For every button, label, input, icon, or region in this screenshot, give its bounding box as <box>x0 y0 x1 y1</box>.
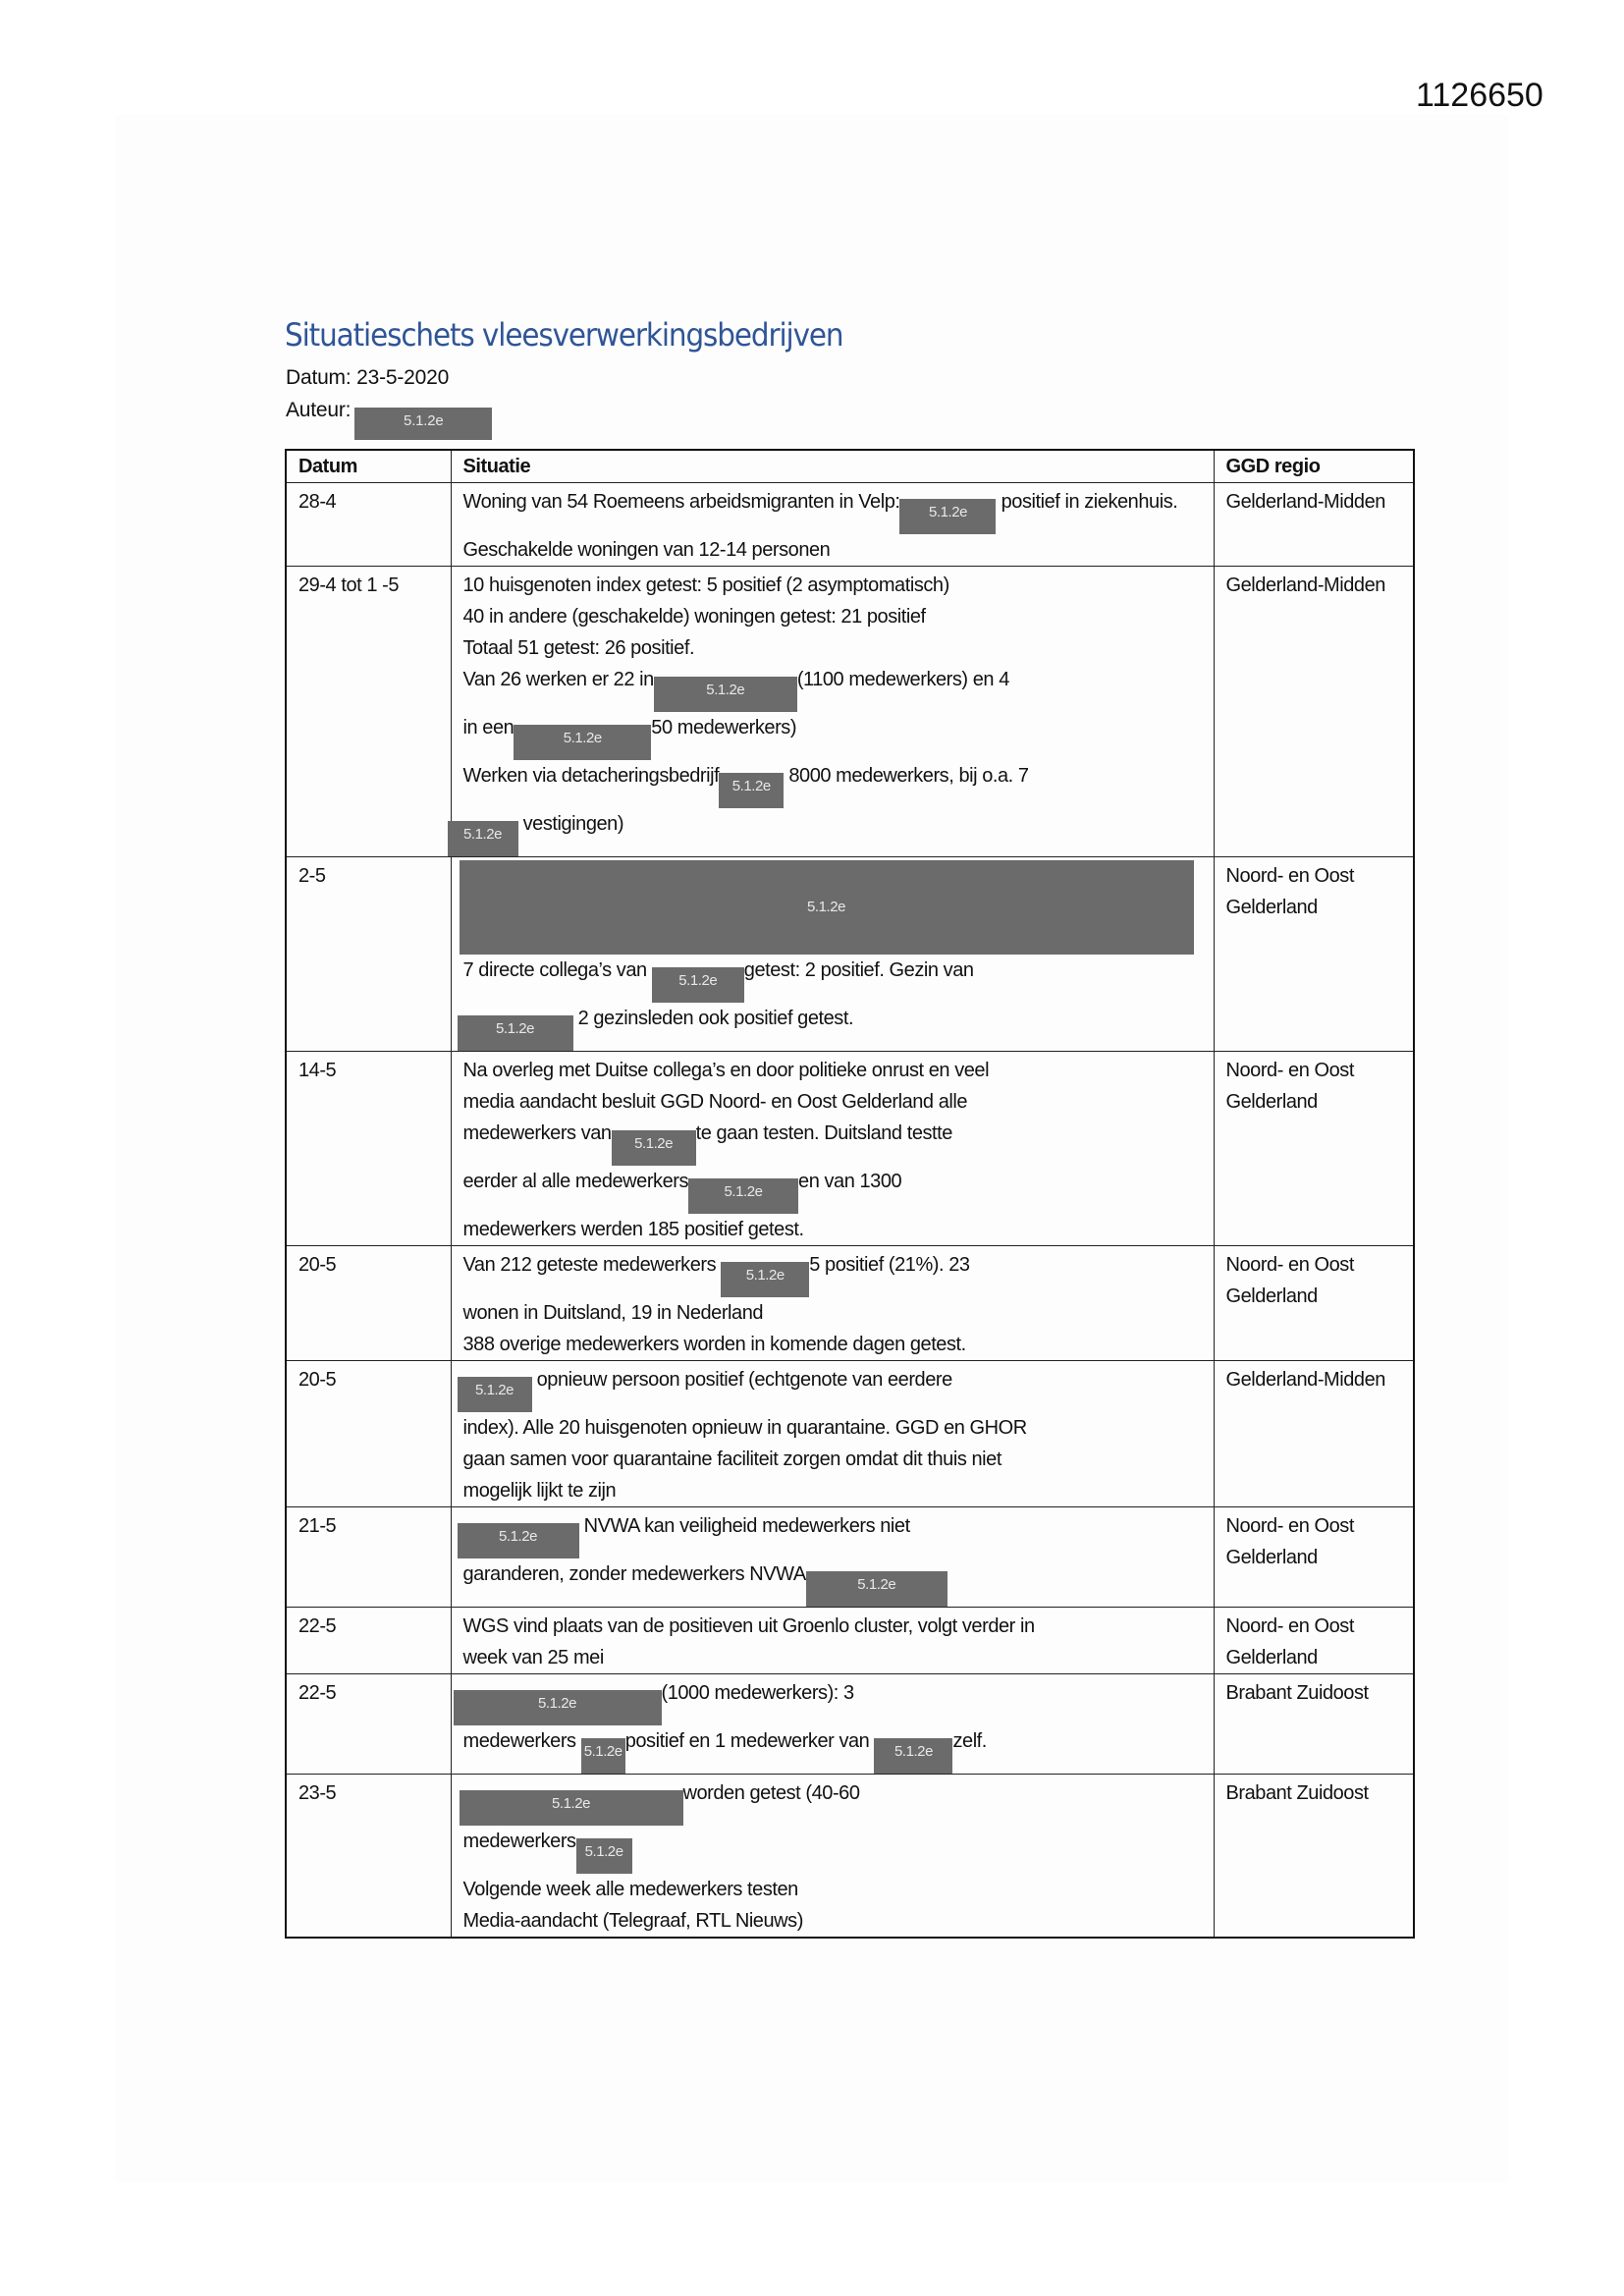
cell-ggd-regio: Noord- en Oost Gelderland <box>1214 1507 1414 1608</box>
cell-date: 23-5 <box>286 1775 451 1939</box>
cell-date: 20-5 <box>286 1361 451 1507</box>
redaction-box: 5.1.2e <box>652 967 744 1003</box>
cell-date: 14-5 <box>286 1052 451 1246</box>
table-row <box>286 483 1414 567</box>
document-date: Datum: 23-5-2020 <box>286 366 450 389</box>
cell-situation: 5.1.2e NVWA kan veiligheid medewerkers niet garanderen, zonder medewerkers NVWA 5.1.2e <box>451 1507 1214 1608</box>
redaction-box: 5.1.2e <box>448 821 518 856</box>
table-row <box>286 1246 1414 1361</box>
cell-ggd-regio: Brabant Zuidoost <box>1214 1674 1414 1775</box>
cell-date: 2-5 <box>286 857 451 1052</box>
redaction-block: 5.1.2e <box>460 860 1194 955</box>
table-row <box>286 1507 1414 1608</box>
table-row <box>286 1052 1414 1246</box>
author-label: Auteur: <box>286 399 352 421</box>
cell-situation: Van 212 geteste medewerkers 5.1.2e 5 positief (21%). 23 wonen in Duitsland, 19 in Nederland 388 overige medewerkers worden in komende dagen getest. <box>451 1246 1214 1361</box>
redaction-box: 5.1.2e <box>581 1738 625 1774</box>
redaction-box: 5.1.2e <box>458 1377 532 1412</box>
redaction-box: 5.1.2e <box>688 1178 798 1214</box>
cell-situation: Woning van 54 Roemeens arbeidsmigranten in Velp: 5.1.2e positief in ziekenhuis. Geschakelde woningen van 12-14 personen <box>451 483 1214 567</box>
redaction-box: 5.1.2e <box>874 1738 952 1774</box>
cell-ggd-regio: Gelderland-Midden <box>1214 1361 1414 1507</box>
cell-ggd-regio: Gelderland-Midden <box>1214 483 1414 567</box>
cell-date: 21-5 <box>286 1507 451 1608</box>
redaction-box: 5.1.2e <box>460 1790 683 1826</box>
cell-situation: 5.1.2e worden getest (40-60 medewerkers 5.1.2e Volgende week alle medewerkers testen Media-aandacht (Telegraaf, RTL Nieuws) <box>451 1775 1214 1939</box>
cell-date: 28-4 <box>286 483 451 567</box>
table-row <box>286 857 1414 1052</box>
cell-situation: 5.1.2e opnieuw persoon positief (echtgenote van eerdere index). Alle 20 huisgenoten opnieuw in quarantaine. GGD en GHOR gaan samen voor quarantaine faciliteit zorgen omdat dit thuis niet mogelijk lijkt te zijn <box>451 1361 1214 1507</box>
cell-situation: WGS vind plaats van de positieven uit Groenlo cluster, volgt verder in week van 25 mei <box>451 1608 1214 1674</box>
table-row <box>286 1608 1414 1674</box>
cell-date: 22-5 <box>286 1674 451 1775</box>
column-header-situatie: Situatie <box>451 450 1214 483</box>
redaction-box: 5.1.2e <box>806 1571 947 1607</box>
document-author <box>286 399 492 440</box>
redaction-box: 5.1.2e <box>514 725 651 760</box>
redaction-box: 5.1.2e <box>899 499 996 534</box>
table-row <box>286 1361 1414 1507</box>
situation-table <box>285 449 1415 1939</box>
cell-ggd-regio: Noord- en Oost Gelderland <box>1214 1608 1414 1674</box>
table-row <box>286 1674 1414 1775</box>
table-header-row <box>286 450 1414 483</box>
column-header-datum: Datum <box>286 450 451 483</box>
redaction-box: 5.1.2e <box>654 677 797 712</box>
table-row <box>286 567 1414 857</box>
column-header-ggd-regio: GGD regio <box>1214 450 1414 483</box>
redaction-box: 5.1.2e <box>354 408 492 440</box>
cell-situation: Na overleg met Duitse collega’s en door politieke onrust en veel media aandacht besluit GGD Noord- en Oost Gelderland alle medewerkers van 5.1.2e te gaan testen. Duitsland testte eerder al alle medewerkers 5.1.2e en van 1300 medewerkers werden 185 positief getest. <box>451 1052 1214 1246</box>
document-title: Situatieschets vleesverwerkingsbedrijven <box>285 316 843 354</box>
redaction-box: 5.1.2e <box>612 1130 696 1166</box>
redaction-box: 5.1.2e <box>458 1523 579 1558</box>
redaction-box: 5.1.2e <box>719 773 784 808</box>
cell-date: 22-5 <box>286 1608 451 1674</box>
cell-ggd-regio: Noord- en Oost Gelderland <box>1214 1052 1414 1246</box>
cell-ggd-regio: Noord- en Oost Gelderland <box>1214 1246 1414 1361</box>
redaction-box: 5.1.2e <box>458 1015 573 1051</box>
redaction-box: 5.1.2e <box>721 1262 809 1297</box>
redaction-box: 5.1.2e <box>576 1838 632 1874</box>
redaction-box: 5.1.2e <box>454 1690 662 1725</box>
document-number: 1126650 <box>1416 77 1543 114</box>
cell-ggd-regio: Gelderland-Midden <box>1214 567 1414 857</box>
cell-ggd-regio: Noord- en Oost Gelderland <box>1214 857 1414 1052</box>
cell-date: 20-5 <box>286 1246 451 1361</box>
table-row <box>286 1775 1414 1939</box>
cell-situation: 5.1.2e 7 directe collega’s van 5.1.2e getest: 2 positief. Gezin van 5.1.2e 2 gezinsleden ook positief getest. <box>451 857 1214 1052</box>
cell-situation: 10 huisgenoten index getest: 5 positief (2 asymptomatisch) 40 in andere (geschakelde) woningen getest: 21 positief Totaal 51 getest: 26 positief. Van 26 werken er 22 in 5.1.2e (1100 medewerkers) en 4 in een 5.1.2e 50 medewerkers) Werken via detacheringsbedrijf 5.1.2e 8000 medewerkers, bij o.a. 7 5.1.2e vestigingen) <box>451 567 1214 857</box>
cell-ggd-regio: Brabant Zuidoost <box>1214 1775 1414 1939</box>
cell-situation: 5.1.2e (1000 medewerkers): 3 medewerkers 5.1.2e positief en 1 medewerker van 5.1.2e zelf. <box>451 1674 1214 1775</box>
cell-date: 29-4 tot 1 -5 <box>286 567 451 857</box>
